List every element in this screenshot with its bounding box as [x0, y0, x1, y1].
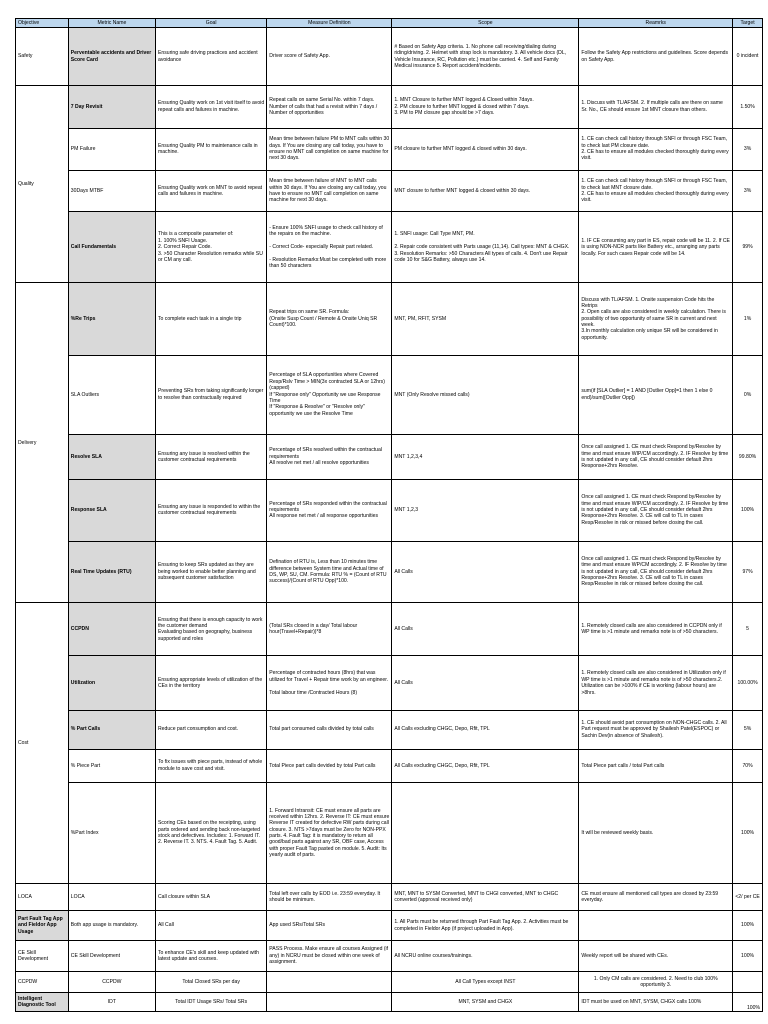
metric-name: CCPDW — [68, 972, 155, 993]
metric-name: % Piece Part — [68, 749, 155, 782]
measure-cell: Mean time between failure of MNT to MNT calls within 30 days. If You are closing any call today, you have to ensure no MNT call completion on same machine for next 30 days. — [267, 170, 392, 212]
header-metric-name: Metric Name — [68, 19, 155, 28]
remarks-cell: IDT must be used on MNT, SYSM, CHGX calls 100% — [579, 992, 733, 1011]
header-objective: Objective — [16, 19, 69, 28]
remarks-cell: 1. Remotely closed calls are also considered in Utilization only if WP time is >1 minute and remarks note is of >50 characters.2. Utilization can be >100% if CE is working (labour hours) are >8hrs. — [579, 656, 733, 710]
table-row — [16, 85, 763, 128]
target-cell: 3% — [733, 128, 763, 170]
metric-name: % Part Calls — [68, 710, 155, 749]
goal-cell: To fix issues with piece parts, instead of whole module to save cost and visit. — [155, 749, 266, 782]
remarks-cell: 1. CE can check call history through SNFI or through FSC Team, to check last MNT closure date. 2. CE has to ensure all modules checked thoroughly during every visit. — [579, 170, 733, 212]
metric-name: 30Days MTBF — [68, 170, 155, 212]
remarks-cell: Once call assigned 1. CE must check Respond by/Resolve by time and must ensure WIP/CM accordingly. 2. IF Resolve by time is not updated in any call, CE should consider default 2hrs Response+2hrs Resolve. 3. CE will call to TL in cases Resp/Resolve in risk or missed before closing the call. — [579, 479, 733, 541]
scope-cell: All Call Types except INST — [392, 972, 579, 993]
goal-cell: To enhance CE's skill and keep updated with latest update and courses. — [155, 940, 266, 971]
scope-cell: All Calls — [392, 603, 579, 656]
objective-ce-skill: CE Skill Development — [16, 940, 69, 971]
scope-cell: All Calls excluding CHGC, Depo, Rfit, TPL — [392, 749, 579, 782]
metrics-table — [15, 18, 763, 1012]
measure-cell: Total part consumed calls divided by total calls — [267, 710, 392, 749]
header-measure-definition: Measure Definition — [267, 19, 392, 28]
remarks-cell: Once call assigned 1. CE must check Respond by/Resolve by time and must ensure WP/CM accordingly. 2. IF Resolve by time is not updated in any call, CE should consider default 2hrs Response+2hrs Resolve. 3. CE will call to TL in cases Resp/Resolve in risk or missed before closing the call. — [579, 541, 733, 603]
goal-cell: Ensuring Quality PM to maintenance calls in machine. — [155, 128, 266, 170]
measure-cell: Total left over calls by EOD i.e. 23:59 everyday. It should be minimum. — [267, 884, 392, 911]
goal-cell: Call closure within SLA — [155, 884, 266, 911]
remarks-cell: Once call assigned 1. CE must check Respond by/Resolve by time and must ensure WIP/CM accordingly. 2. IF Resolve by time is not updated in any call, CE should consider default 2hrs Response+2hrs Resolve. — [579, 434, 733, 479]
metric-name: Real Time Updates (RTU) — [68, 541, 155, 603]
target-cell: 1% — [733, 283, 763, 355]
remarks-cell: 1. IF CE consuming any part in ES, repair code will be 11. 2. If CE is using NON-NCR parts like Battery etc., arranging any parts locally. For such cases Repair code will be 14. — [579, 212, 733, 283]
remarks-cell: Follow the Safety App restrictions and guidelines. Score depends on Safety App. — [579, 28, 733, 85]
measure-cell: Total Piece part calls devided by total Part calls — [267, 749, 392, 782]
scope-cell: MNT (Only Resolve missed calls) — [392, 355, 579, 434]
measure-cell: Percentage of contracted hours (8hrs) that was utilized for Travel + Repair time work by an engineer. Total labour time /Contracted Hours (8) — [267, 656, 392, 710]
target-cell: 70% — [733, 749, 763, 782]
table-row — [16, 28, 763, 85]
scope-cell: MNT, SYSM and CHGX — [392, 992, 579, 1011]
table-row — [16, 128, 763, 170]
scope-cell: All NCRU online courses/trainings. — [392, 940, 579, 971]
metric-name: LOCA — [68, 884, 155, 911]
scope-cell: 1. All Parts must be returned through Part Fault Tag App. 2. Activities must be completed in Fieldor App (if project uploaded in App). — [392, 911, 579, 940]
objective-ccpdw: CCPDW — [16, 972, 69, 993]
target-cell: 99% — [733, 212, 763, 283]
scope-cell — [392, 782, 579, 883]
remarks-cell: CE must ensure all mentioned call types are closed by 23:59 everyday. — [579, 884, 733, 911]
table-row — [16, 434, 763, 479]
target-cell: 100% — [733, 782, 763, 883]
measure-cell: Percentage of SLA opportunities where Covered Resp/Rslv Time > MIN(3x contracted SLA or 12hrs) (capped) If "Response only" Opportunity we use Response Time If "Response & Resolve" or "Resolve only" opportunity we use the Resolve Time — [267, 355, 392, 434]
scope-cell: All Calls — [392, 541, 579, 603]
scope-cell: PM closure to further MNT logged & closed within 30 days. — [392, 128, 579, 170]
goal-cell: To complete each task in a single trip — [155, 283, 266, 355]
goal-cell: All Call — [155, 911, 266, 940]
table-row — [16, 541, 763, 603]
metric-name: Both app usage is mandatory. — [68, 911, 155, 940]
goal-cell: Total IDT Usage SRs/ Total SRs — [155, 992, 266, 1011]
header-target: Target — [733, 19, 763, 28]
objective-loca: LOCA — [16, 884, 69, 911]
goal-cell: Ensuring any issue is responded to within the customer contractual requirements — [155, 479, 266, 541]
measure-cell: - Ensure 100% SNFI usage to check call history of the repairs on the machine. - Correct Code- especially Repair part related. - Resolution Remarks:Must be completed with more than 50 characters — [267, 212, 392, 283]
target-cell: 100% — [733, 479, 763, 541]
measure-cell: Percentage of SRs resolved within the contractual requirements All resolve net met / all resolve opportunities — [267, 434, 392, 479]
objective-idt: Intelligent Diagnostic Tool — [16, 992, 69, 1011]
scope-cell: All Calls — [392, 656, 579, 710]
remarks-cell: Discuss with TL/AFSM. 1. Onsite suspension Code hits the Retrips 2. Open calls are also considered in weekly calculation. There is possibility of two opportunity of same SR in current and next week. 3.In monthly calculation only unique SR will be considered in opportunity. — [579, 283, 733, 355]
goal-cell: Ensuring appropriate levels of utilization of the CEs in the territory — [155, 656, 266, 710]
goal-cell: This is a composite parameter of: 1. 100% SNFI Usage. 2. Correct Repair Code. 3. >50 Character Resolution remarks while SU or CM any call. — [155, 212, 266, 283]
table-row — [16, 170, 763, 212]
remarks-cell: sum(if [SLA Outlier] = 1 AND [Outlier Opp]=1 then 1 else 0 end)/sum([Outlier Opp]) — [579, 355, 733, 434]
metric-name: Response SLA — [68, 479, 155, 541]
measure-cell: 1. Forward Intransit: CE must ensure all parts are received within 12hrs. 2. Reverse IT: CE must ensure Reverse IT created for defective RW parts during call closure. 3. NTS >7days must be Zero for NON-PPX parts. 4. Fault Tag: it is mandatory to return all good/bad parts against any SR, OBF case, Access with proper Fault Tag pasted on module. 5. Audit: Its yearly audit of parts. — [267, 782, 392, 883]
remarks-cell: 1. Discuss with TL/AFSM. 2. If multiple calls are there on same Sr. No., CE should ensure 1st MNT closure than others. — [579, 85, 733, 128]
goal-cell: Ensuring safe driving practices and accident avoidance — [155, 28, 266, 85]
target-cell: 97% — [733, 541, 763, 603]
measure-cell — [267, 972, 392, 993]
table-row — [16, 479, 763, 541]
metric-name: CCPDN — [68, 603, 155, 656]
remarks-cell: 1. Only CM calls are considered. 2. Need to club 100% opportunity 3. — [579, 972, 733, 993]
goal-cell: Preventing SRs from taking significantly longer to resolve than contractually required — [155, 355, 266, 434]
remarks-cell: 1. CE can check call history through SNFI or through FSC Team, to check last PM closure date. 2. CE has to ensure all modules checked thoroughly during every visit. — [579, 128, 733, 170]
remarks-cell: Total Piece part calls / total Part calls — [579, 749, 733, 782]
target-cell: 5 — [733, 603, 763, 656]
measure-cell: Defination of RTU is, Less than 10 minutes time difference between System time and Actual time of DS, WP, SU, CM. Formula: RTU % = (Count of RTU success)/(Count of RTU Opp)*100. — [267, 541, 392, 603]
table-row — [16, 710, 763, 749]
scope-cell: # Based on Safety App criteria. 1. No phone call receiving/dialing during riding/driving. 2. Helmet with strap lock is mandatory. 3. All vehicle docs (DL, Vehicle Insurance, RC, Pollution etc.) must be carried. 4. Self and Family Medical insurance 5. Report accident/incidents. — [392, 28, 579, 85]
target-cell: 100.00% — [733, 656, 763, 710]
metric-name: 7 Day Revisit — [68, 85, 155, 128]
table-row — [16, 749, 763, 782]
objective-quality: Quality — [16, 85, 69, 283]
goal-cell: Ensuring that there is enough capacity to work the customer demand Evaluating based on geography, business supported and roles — [155, 603, 266, 656]
target-cell: 5% — [733, 710, 763, 749]
goal-cell: Reduce part consumption and cost. — [155, 710, 266, 749]
target-cell: 100% — [733, 940, 763, 971]
header-scope: Scope — [392, 19, 579, 28]
metric-name: %Part Index — [68, 782, 155, 883]
table-row — [16, 355, 763, 434]
target-cell — [733, 972, 763, 993]
table-row — [16, 972, 763, 993]
objective-safety: Safety — [16, 28, 69, 85]
metric-name: %Re Trips — [68, 283, 155, 355]
goal-cell: Total Closed SRs per day — [155, 972, 266, 993]
scope-cell: MNT 1,2,3,4 — [392, 434, 579, 479]
remarks-cell: 1. CE should avoid part consumption on NON-CHGC calls. 2. All Part request must be approved by Shailesh Patel(ESPOC) or Sachin Dev(in absence of Shailesh). — [579, 710, 733, 749]
table-row — [16, 283, 763, 355]
metric-name: Call Fundamentals — [68, 212, 155, 283]
measure-cell: Driver score of Safety App. — [267, 28, 392, 85]
table-row — [16, 656, 763, 710]
goal-cell: Ensuring Quality work on MNT to avoid repeat calls and failures in machine. — [155, 170, 266, 212]
metric-name: SLA Outliers — [68, 355, 155, 434]
table-row — [16, 992, 763, 1011]
table-row — [16, 884, 763, 911]
remarks-cell — [579, 911, 733, 940]
metric-name: IDT — [68, 992, 155, 1011]
table-row — [16, 940, 763, 971]
scope-cell: 1. MNT Closure to further MNT logged & Closed within 7days. 2. PM closure to further MNT logged & closed within 7 days. 3. PM to PM closure gap should be >7 days. — [392, 85, 579, 128]
goal-cell: Scoring CEs based on the receipting, using parts ordered and sending back non-targeted stock and defectives. Includes: 1. Forward IT. 2. Reverse IT. 3. NTS. 4. Fault Tag. 5. Audit. — [155, 782, 266, 883]
target-cell: 99.80% — [733, 434, 763, 479]
metric-name: Utilization — [68, 656, 155, 710]
target-cell: 0 incident — [733, 28, 763, 85]
table-row — [16, 603, 763, 656]
objective-part-fault-tag: Part Fault Tag App and Fieldor App Usage — [16, 911, 69, 940]
scope-cell: MNT, PM, RFIT, SYSM — [392, 283, 579, 355]
remarks-cell: Weekly report will be shared with CEs. — [579, 940, 733, 971]
measure-cell: Repeat trips on same SR. Formula: (Onsite Susp Count / Remote & Onsite Uniq SR Count)*100. — [267, 283, 392, 355]
target-cell: <2/ per CE — [733, 884, 763, 911]
goal-cell: Ensuring to keep SRs updated as they are being worked to enable better planning and subsequent customer satisfaction — [155, 541, 266, 603]
table-row — [16, 212, 763, 283]
table-row — [16, 782, 763, 883]
remarks-cell: It will be reviewed weekly basis. — [579, 782, 733, 883]
target-cell: 1.50% — [733, 85, 763, 128]
metric-name: CE Skill Development — [68, 940, 155, 971]
remarks-cell: 1. Remotely closed calls are also considered in CCPDN only if WP time is >1 minute and remarks note is of >50 characters. — [579, 603, 733, 656]
target-cell: 100% — [733, 911, 763, 940]
objective-cost: Cost — [16, 603, 69, 884]
scope-cell: MNT 1,2,3 — [392, 479, 579, 541]
metric-name: PM Failure — [68, 128, 155, 170]
goal-cell: Ensuring any issue is resolved within the customer contractual requirements — [155, 434, 266, 479]
target-cell: 0% — [733, 355, 763, 434]
metric-name: Resolve SLA — [68, 434, 155, 479]
scope-cell: All Calls excluding CHGC, Depo, Rfit, TPL — [392, 710, 579, 749]
scope-cell: MNT, MNT to SYSM Converted, MNT to CHGI converted, MNT to CHGC converted (approval received only) — [392, 884, 579, 911]
measure-cell: App used SRs/Total SRs — [267, 911, 392, 940]
measure-cell: Repeat calls on same Serial No. within 7 days. Number of calls that had a revisit within 7 days / Number of opportunities — [267, 85, 392, 128]
target-cell: 3% — [733, 170, 763, 212]
scope-cell: 1. SNFI usage: Call Type MNT, PM. 2. Repair code consistent with Parts usage (11,14). Call types: MNT & CHGX. 3. Resolution Remarks: >50 Characters All types of calls. 4. Don't use Repair code 10 for S&G Battery, always use 14. — [392, 212, 579, 283]
objective-delivery: Delivery — [16, 283, 69, 603]
metric-name: Perventable accidents and Driver Score Card — [68, 28, 155, 85]
measure-cell: (Total SRs closed in a day/ Total labour hour(Travel+Repair))*8 — [267, 603, 392, 656]
header-remarks: Reamrks — [579, 19, 733, 28]
target-cell: 100% — [733, 992, 763, 1011]
header-row — [16, 19, 763, 28]
measure-cell — [267, 992, 392, 1011]
table-row — [16, 911, 763, 940]
measure-cell: Mean time between failure PM to MNT calls within 30 days. If You are closing any call today, you have to ensure no MNT call completion on same machine for next 30 days. — [267, 128, 392, 170]
measure-cell: Percentage of SRs responded within the contractual requirements All response net met / all response opportunities — [267, 479, 392, 541]
header-goal: Goal — [155, 19, 266, 28]
goal-cell: Ensuring Quality work on 1st visit itself to avoid repeat calls and failures in machine. — [155, 85, 266, 128]
measure-cell: PASS Process. Make ensure all courses Assigned (if any) in NCRU must be closed within one week of assignment. — [267, 940, 392, 971]
scope-cell: MNT closure to further MNT logged & closed within 30 days. — [392, 170, 579, 212]
